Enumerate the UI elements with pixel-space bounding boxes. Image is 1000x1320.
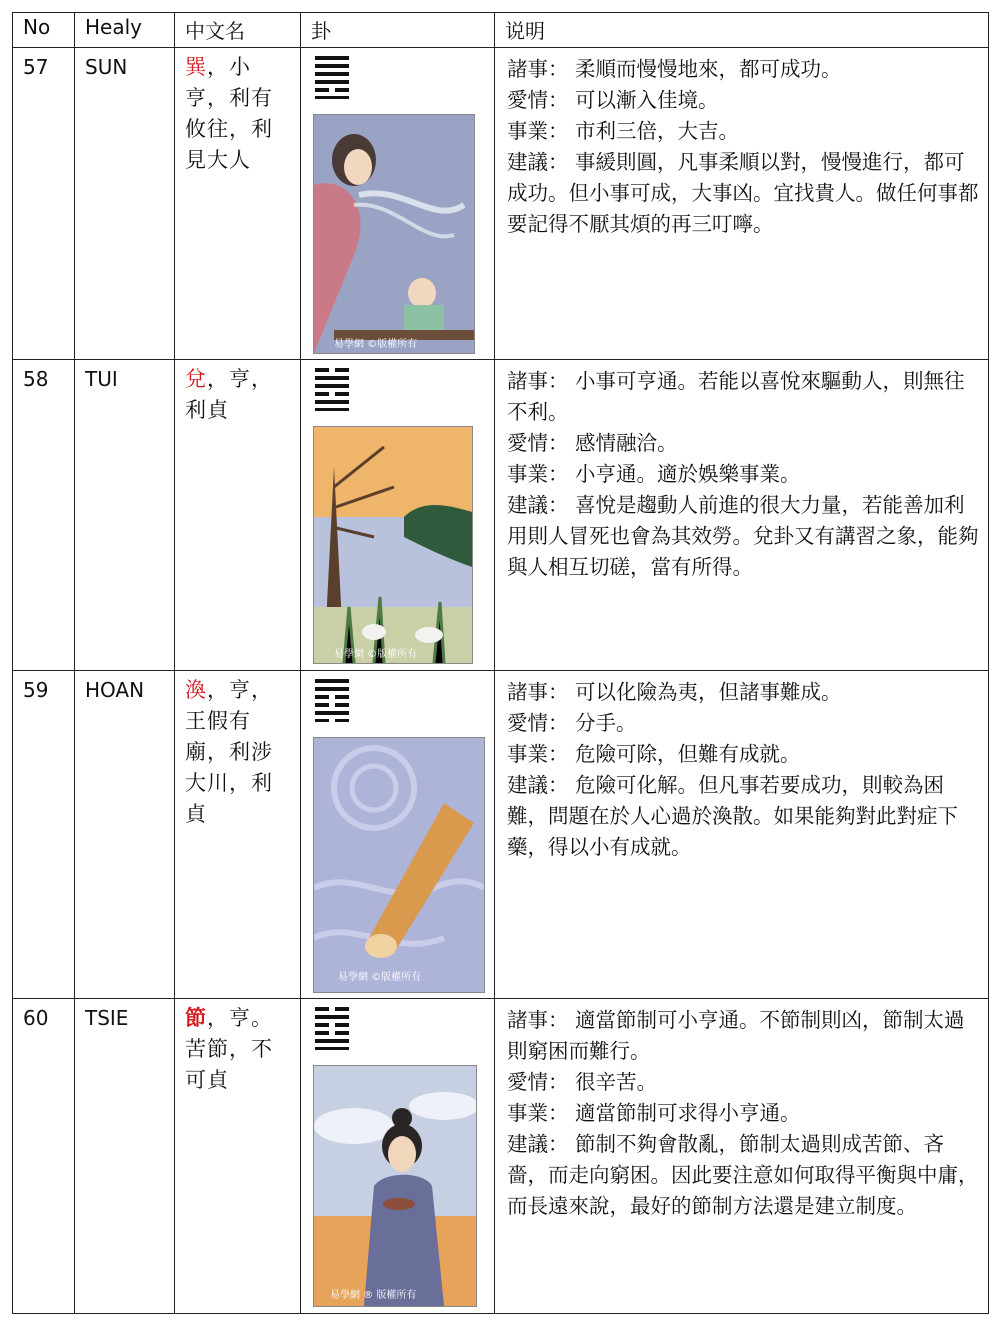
image-watermark: 易學網 ©版權所有 xyxy=(338,972,422,983)
table-row xyxy=(13,671,989,999)
chinese-name xyxy=(175,671,300,830)
description xyxy=(495,360,988,583)
desc-general: 諸事： 小事可亨通。若能以喜悅來驅動人，則無往不利。 xyxy=(507,369,965,424)
hexagram-symbol-sun xyxy=(313,54,353,100)
row-number: 58 xyxy=(23,367,49,391)
header-healy: Healy xyxy=(75,13,175,48)
hexagram-judgment: ，亨，王假有廟，利涉大川，利貞 xyxy=(185,678,273,826)
header-gua: 卦 xyxy=(301,13,495,48)
desc-advice: 建議： 節制不夠會散亂，節制太過則成苦節、吝嗇，而走向窮困。因此要注意如何取得平衡與中庸，而長遠來說，最好的節制方法還是建立制度。 xyxy=(507,1132,979,1218)
chinese-name xyxy=(175,999,300,1096)
table-row xyxy=(13,48,989,360)
desc-career: 事業： 小亨通。適於娛樂事業。 xyxy=(507,462,801,486)
painting-scholar-and-child xyxy=(313,114,475,354)
painting-woman-with-bowl xyxy=(313,1065,477,1307)
desc-advice: 建議： 事緩則圓，凡事柔順以對，慢慢進行，都可成功。但小事可成，大事凶。宜找貴人。做任何事都要記得不厭其煩的再三叮嚀。 xyxy=(507,150,979,236)
header-no: No xyxy=(13,13,75,48)
desc-love: 愛情： 感情融洽。 xyxy=(507,431,678,455)
header-row xyxy=(13,13,989,48)
healy-name: TSIE xyxy=(85,1006,129,1030)
row-number: 57 xyxy=(23,55,49,79)
gua-cell xyxy=(301,999,494,1307)
image-watermark: 易學網 ©版權所有 xyxy=(334,339,418,350)
painting-log-on-water xyxy=(313,737,485,993)
row-number: 59 xyxy=(23,678,49,702)
healy-name: SUN xyxy=(85,55,128,79)
desc-career: 事業： 適當節制可求得小亨通。 xyxy=(507,1101,801,1125)
hexagram-symbol-tui xyxy=(313,366,353,412)
hexagram-judgment: ，小亨，利有攸往，利見大人 xyxy=(185,55,273,172)
gua-cell xyxy=(301,360,494,664)
hexagram-character: 巽 xyxy=(185,55,207,79)
header-chinese-name: 中文名 xyxy=(175,13,301,48)
hexagram-judgment: ，亨，利貞 xyxy=(185,367,273,422)
description xyxy=(495,48,988,240)
desc-general: 諸事： 可以化險為夷，但諸事難成。 xyxy=(507,680,842,704)
description xyxy=(495,671,988,863)
desc-love: 愛情： 可以漸入佳境。 xyxy=(507,88,719,112)
desc-advice: 建議： 危險可化解。但凡事若要成功，則較為困難，問題在於人心過於渙散。如果能夠對此對症下藥，得以小有成就。 xyxy=(507,773,958,859)
hexagram-character: 渙 xyxy=(185,678,207,702)
table-row xyxy=(13,360,989,671)
image-watermark: 易學網 ©版權所有 xyxy=(334,649,418,660)
hexagram-symbol-tsie xyxy=(313,1005,353,1051)
gua-cell xyxy=(301,48,494,354)
painting-lake-and-cranes xyxy=(313,426,473,664)
image-watermark: 易學網 ® 版權所有 xyxy=(330,1290,417,1301)
desc-career: 事業： 市利三倍，大吉。 xyxy=(507,119,740,143)
desc-advice: 建議： 喜悅是趨動人前進的很大力量，若能善加利用則人冒死也會為其效勞。兌卦又有講習之象，能夠與人相互切磋，當有所得。 xyxy=(507,493,979,579)
hexagram-character: 兌 xyxy=(185,367,207,391)
row-number: 60 xyxy=(23,1006,49,1030)
healy-name: HOAN xyxy=(85,678,145,702)
healy-name: TUI xyxy=(85,367,118,391)
desc-general: 諸事： 適當節制可小亨通。不節制則凶，節制太過則窮困而難行。 xyxy=(507,1008,965,1063)
hexagram-table xyxy=(12,12,989,1314)
chinese-name xyxy=(175,360,300,426)
header-description: 说明 xyxy=(495,13,989,48)
chinese-name xyxy=(175,48,300,176)
gua-cell xyxy=(301,671,494,993)
table-row xyxy=(13,999,989,1314)
desc-love: 愛情： 分手。 xyxy=(507,711,637,735)
desc-love: 愛情： 很辛苦。 xyxy=(507,1070,658,1094)
desc-general: 諸事： 柔順而慢慢地來，都可成功。 xyxy=(507,57,842,81)
hexagram-character: 節 xyxy=(185,1006,207,1030)
hexagram-judgment: ，亨。苦節，不可貞 xyxy=(185,1006,273,1092)
description xyxy=(495,999,988,1222)
hexagram-symbol-hoan xyxy=(313,677,353,723)
desc-career: 事業： 危險可除，但難有成就。 xyxy=(507,742,801,766)
